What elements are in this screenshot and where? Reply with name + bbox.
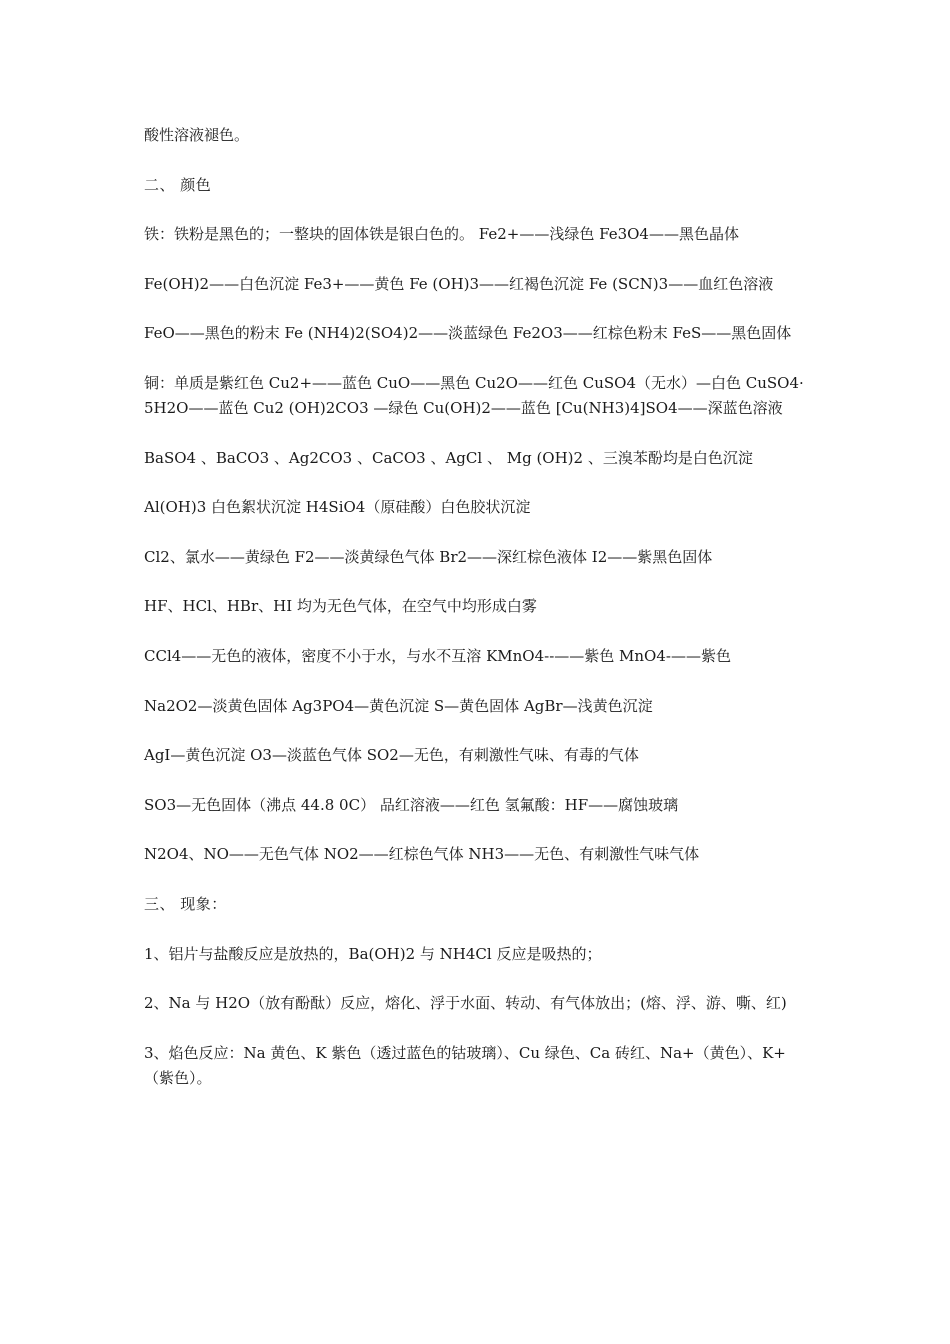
paragraph-ccl4-kmno4: CCl4——无色的液体，密度不小于水，与水不互溶 KMnO4--——紫色 MnO4-——紫色 <box>144 646 731 665</box>
paragraph-iron: 铁：铁粉是黑色的；一整块的固体铁是银白色的。 Fe2+——浅绿色 Fe3O4——黑色晶体 <box>144 225 739 244</box>
paragraph-halogens: Cl2、氯水——黄绿色 F2——淡黄绿色气体 Br2——深红棕色液体 I2——紫黑色固体 <box>144 547 713 566</box>
paragraph-copper: 铜：单质是紫红色 Cu2+——蓝色 CuO——黑色 Cu2O——红色 CuSO4（无水）—白色 CuSO4·5H2O——蓝色 Cu2 (OH)2CO3 —绿色 Cu(OH)2——蓝色 [Cu(NH3)4]SO4——深蓝色溶液 <box>144 373 804 417</box>
paragraph-agi-o3-so2: AgI—黄色沉淀 O3—淡蓝色气体 SO2—无色，有刺激性气味、有毒的气体 <box>144 746 639 765</box>
paragraph-yellow-solids: Na2O2—淡黄色固体 Ag3PO4—黄色沉淀 S—黄色固体 AgBr—浅黄色沉淀 <box>144 696 653 715</box>
paragraph-so3-hf: SO3—无色固体（沸点 44.8 0C） 品红溶液——红色 氢氟酸：HF——腐蚀玻璃 <box>144 795 679 814</box>
document-body <box>144 123 812 1115</box>
list-item-1: 1、铝片与盐酸反应是放热的，Ba(OH)2 与 NH4Cl 反应是吸热的； <box>144 944 602 963</box>
paragraph-white-precipitates: BaSO4 、BaCO3 、Ag2CO3 、CaCO3 、AgCl 、 Mg (OH)2 、三溴苯酚均是白色沉淀 <box>144 448 753 467</box>
list-item-2: 2、Na 与 H2O（放有酚酞）反应，熔化、浮于水面、转动、有气体放出；(熔、浮、游、嘶、红) <box>144 994 787 1013</box>
section-heading-phenomena: 三、 现象： <box>144 894 227 913</box>
paragraph-iron-oxides: FeO——黑色的粉末 Fe (NH4)2(SO4)2——淡蓝绿色 Fe2O3——红棕色粉末 FeS——黑色固体 <box>144 324 792 343</box>
paragraph-iron-hydroxides: Fe(OH)2——白色沉淀 Fe3+——黄色 Fe (OH)3——红褐色沉淀 Fe (SCN)3——血红色溶液 <box>144 274 774 293</box>
list-item-3: 3、焰色反应：Na 黄色、K 紫色（透过蓝色的钴玻璃）、Cu 绿色、Ca 砖红、Na+（黄色）、K+（紫色）。 <box>144 1043 786 1087</box>
paragraph-continuation: 酸性溶液褪色。 <box>144 126 250 144</box>
paragraph-aluminum-silicic: Al(OH)3 白色絮状沉淀 H4SiO4（原硅酸）白色胶状沉淀 <box>144 498 531 517</box>
paragraph-nitrogen-oxides: N2O4、NO——无色气体 NO2——红棕色气体 NH3——无色、有刺激性气味气体 <box>144 845 700 864</box>
paragraph-hydrogen-halides: HF、HCl、HBr、HI 均为无色气体，在空气中均形成白雾 <box>144 597 537 616</box>
section-heading-colors: 二、 颜色 <box>144 175 212 194</box>
